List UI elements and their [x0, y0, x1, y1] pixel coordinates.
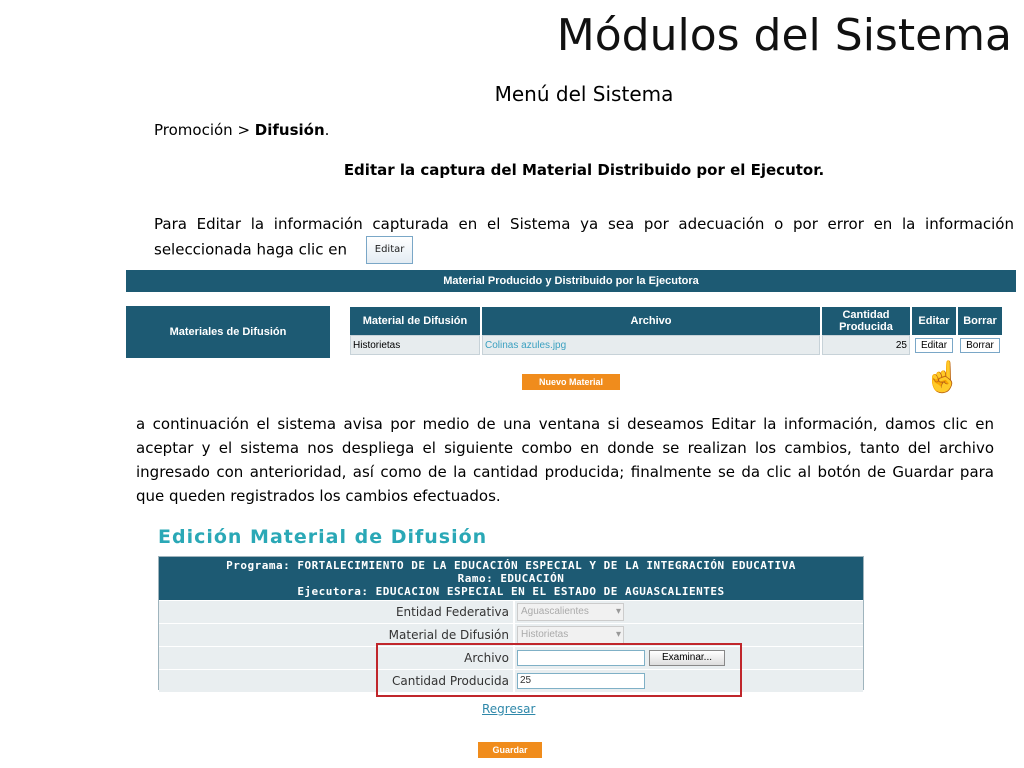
back-link[interactable]: Regresar: [482, 702, 536, 716]
cell-cantidad: 25: [822, 335, 910, 355]
material-label: Material de Difusión: [159, 624, 515, 646]
breadcrumb-suffix: .: [324, 121, 330, 139]
cell-archivo-link[interactable]: Colinas azules.jpg: [482, 335, 820, 355]
instruction-heading: Editar la captura del Material Distribuido por el Ejecutor.: [343, 161, 825, 179]
instruction-paragraph-2: a continuación el sistema avisa por medio de una ventana si deseamos Editar la información, damos clic en aceptar y el sistema nos despliega el siguiente combo en donde se realizan los cambios, tanto del archivo ingresado con anterioridad, así como de la cantidad producida; finalmente se da clic al botón de Guardar para que queden registrados los cambios efectuados.: [136, 415, 994, 505]
edit-form-title: Edición Material de Difusión: [158, 526, 488, 548]
breadcrumb-current: Difusión: [254, 121, 325, 139]
inline-edit-button-example: Editar: [366, 236, 414, 264]
delete-row-button[interactable]: Borrar: [960, 338, 1000, 353]
ramo-line: Ramo: EDUCACIÓN: [457, 572, 565, 585]
browse-button[interactable]: Examinar...: [649, 650, 725, 666]
material-table: [348, 307, 1004, 355]
section-subtitle: Menú del Sistema: [494, 82, 674, 106]
breadcrumb-parent: Promoción >: [154, 121, 255, 139]
cantidad-label: Cantidad Producida: [159, 670, 515, 692]
col-header-cantidad: Cantidad Producida: [822, 307, 910, 335]
instruction-paragraph-1: [154, 212, 1014, 264]
paragraph-1-text: Para Editar la información capturada en el Sistema ya sea por adecuación o por error en la información seleccionada haga clic en: [154, 215, 1014, 259]
highlight-box: [376, 643, 742, 697]
page-title: Módulos del Sistema: [556, 10, 1012, 61]
col-header-material: Material de Difusión: [350, 307, 480, 335]
row-entidad: [159, 600, 863, 623]
ejecutora-line: Ejecutora: EDUCACION ESPECIAL EN EL ESTADO DE AGUASCALIENTES: [297, 585, 725, 598]
entidad-label: Entidad Federativa: [159, 601, 515, 623]
entidad-value: Aguascalientes: [521, 606, 589, 617]
chevron-down-icon: ▾: [615, 629, 621, 640]
programa-line: Programa: FORTALECIMIENTO DE LA EDUCACIÓN ESPECIAL Y DE LA INTEGRACIÓN EDUCATIVA: [226, 559, 796, 572]
materials-side-label: Materiales de Difusión: [126, 306, 330, 358]
col-header-archivo: Archivo: [482, 307, 820, 335]
breadcrumb: [154, 121, 329, 139]
cell-material: Historietas: [350, 335, 480, 355]
edit-row-button[interactable]: Editar: [915, 338, 953, 353]
save-button[interactable]: Guardar: [478, 742, 542, 758]
material-value: Historietas: [521, 629, 569, 640]
new-material-button[interactable]: Nuevo Material: [522, 374, 620, 390]
material-table-title: Material Producido y Distribuido por la Ejecutora: [126, 270, 1016, 292]
col-header-borrar: Borrar: [958, 307, 1002, 335]
hand-pointer-icon: ☝: [924, 361, 962, 394]
material-select[interactable]: [517, 626, 624, 644]
chevron-down-icon: ▾: [615, 606, 621, 617]
cantidad-input[interactable]: 25: [517, 673, 645, 689]
edit-form-header: [159, 557, 863, 600]
archivo-label: Archivo: [159, 647, 515, 669]
col-header-editar: Editar: [912, 307, 956, 335]
table-row: [350, 335, 1002, 355]
entidad-select[interactable]: [517, 603, 624, 621]
